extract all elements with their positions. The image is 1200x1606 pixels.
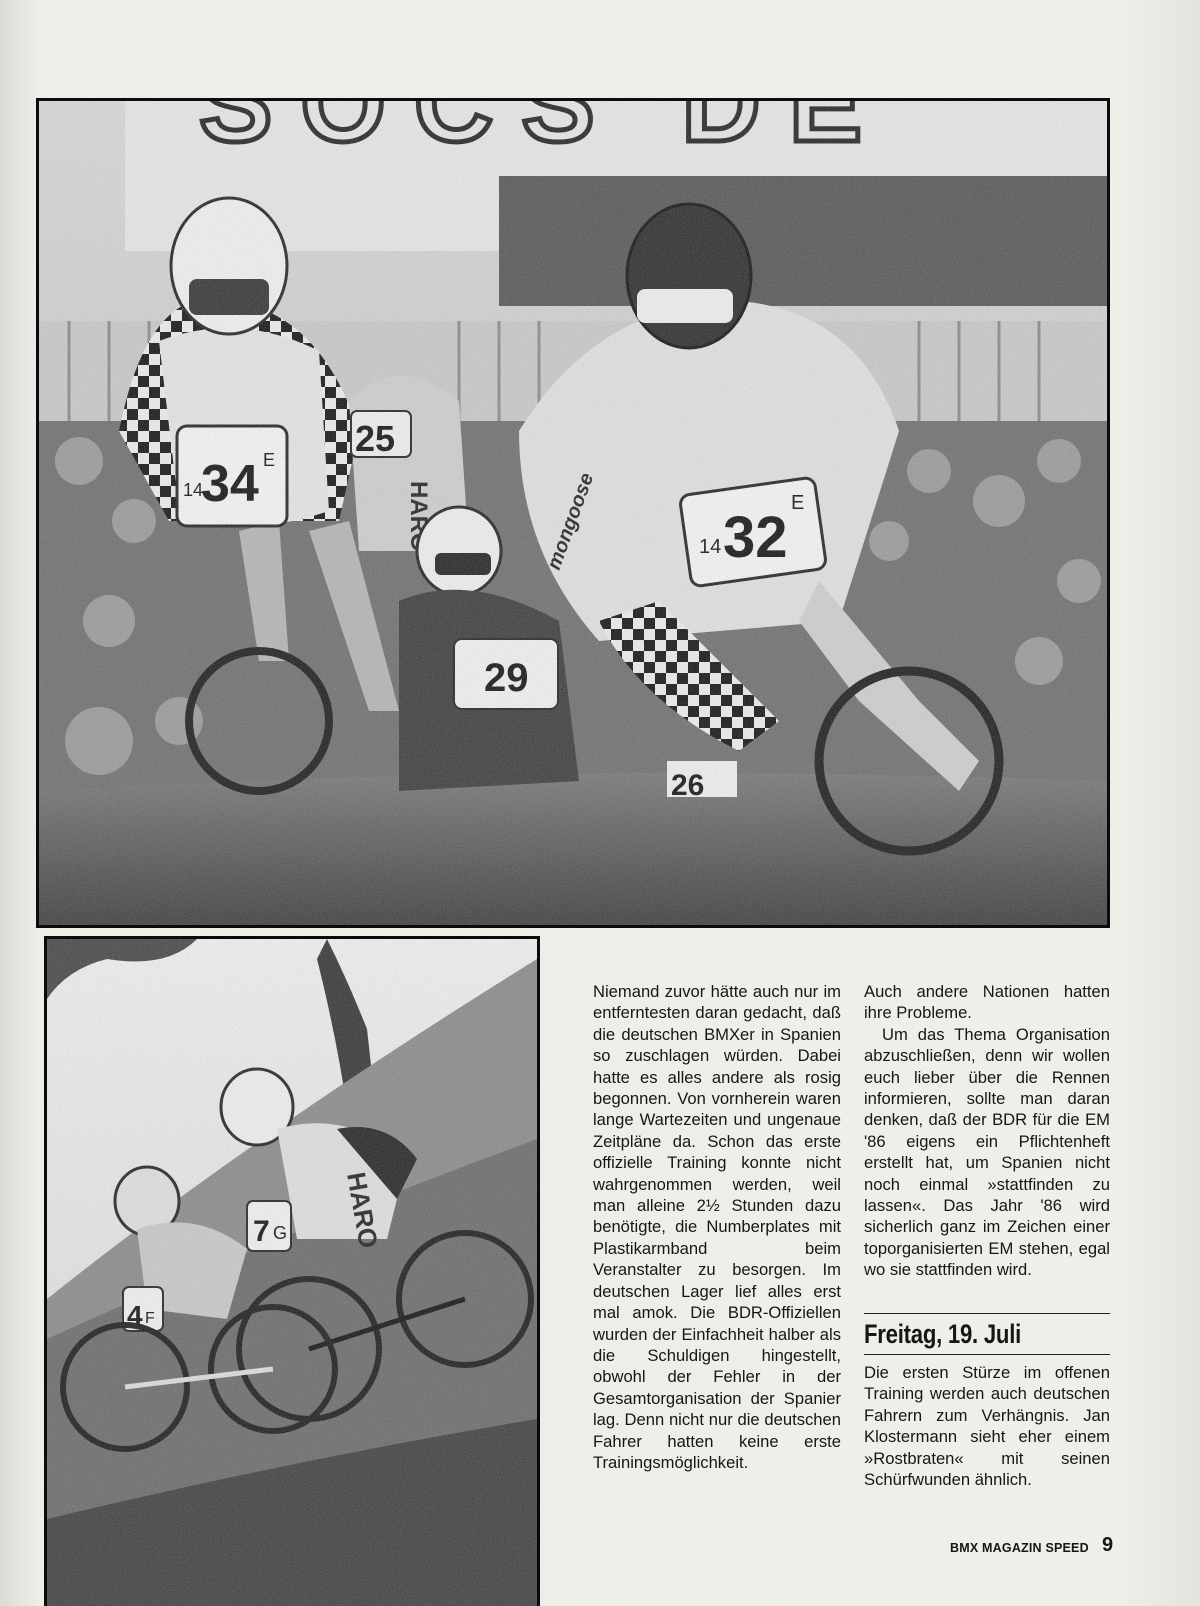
article-paragraph: Die ersten Stürze im offenen Training werden auch deutschen Fahrern zum Verhängnis. Jan Klostermann sieht eher einem »Rostbraten« mit seinen Schürfwunden ähnlich. xyxy=(864,1363,1110,1490)
article-paragraph: Niemand zuvor hätte auch nur im entferntesten daran gedacht, daß die deutschen BMXer in Spanien so zuschlagen würden. Dabei hatte es alles andere als rosig begonnen. Von vornherein waren lange Wartezeiten und ungenaue Zeitpläne da. Schon das erste offizielle Training konnte nicht wahrgenommen werden, weil man alleine 2½ Stunden dazu benötigte, die Numberplates mit Plastikarmband beim Veranstalter zu besorgen. Im deutschen Lager lief alles erst mal amok. Die BDR-Offiziellen wurden der Einfachheit halber als die Schuldigen hingestellt, obwohl der Fehler in der Gesamtorganisation der Spanier lag. Denn nicht nur die deutschen Fahrer hatten keine erste Trainingsmöglichkeit. xyxy=(593,982,841,1472)
race-photo-top xyxy=(36,98,1110,928)
page-number: 9 xyxy=(1102,1534,1114,1556)
heading-rule-top xyxy=(864,1313,1110,1314)
article-column-1 xyxy=(593,981,841,1473)
footer-magazine-name: BMX MAGAZIN SPEED xyxy=(950,1541,1089,1555)
section-heading: Freitag, 19. Juli xyxy=(864,1319,1022,1349)
article-column-2 xyxy=(864,981,1110,1281)
heading-rule-bottom xyxy=(864,1354,1110,1355)
article-column-3 xyxy=(864,1362,1110,1490)
race-photo-bottom xyxy=(44,936,540,1606)
article-paragraph: Auch andere Nationen hatten ihre Probleme. xyxy=(864,982,1110,1023)
article-paragraph: Um das Thema Organisation abzuschließen, denn wir wollen euch lieber über die Rennen informieren, sollte man daran denken, daß der BDR für die EM '86 eigens ein Pflichtenheft erstellt hat, um Spanien nicht noch einmal »stattfinden zu lassen«. Das Jahr '86 wird sicherlich ganz im Zeichen einer toporganisierten EM stehen, egal wo sie stattfinden wird. xyxy=(864,1024,1110,1280)
